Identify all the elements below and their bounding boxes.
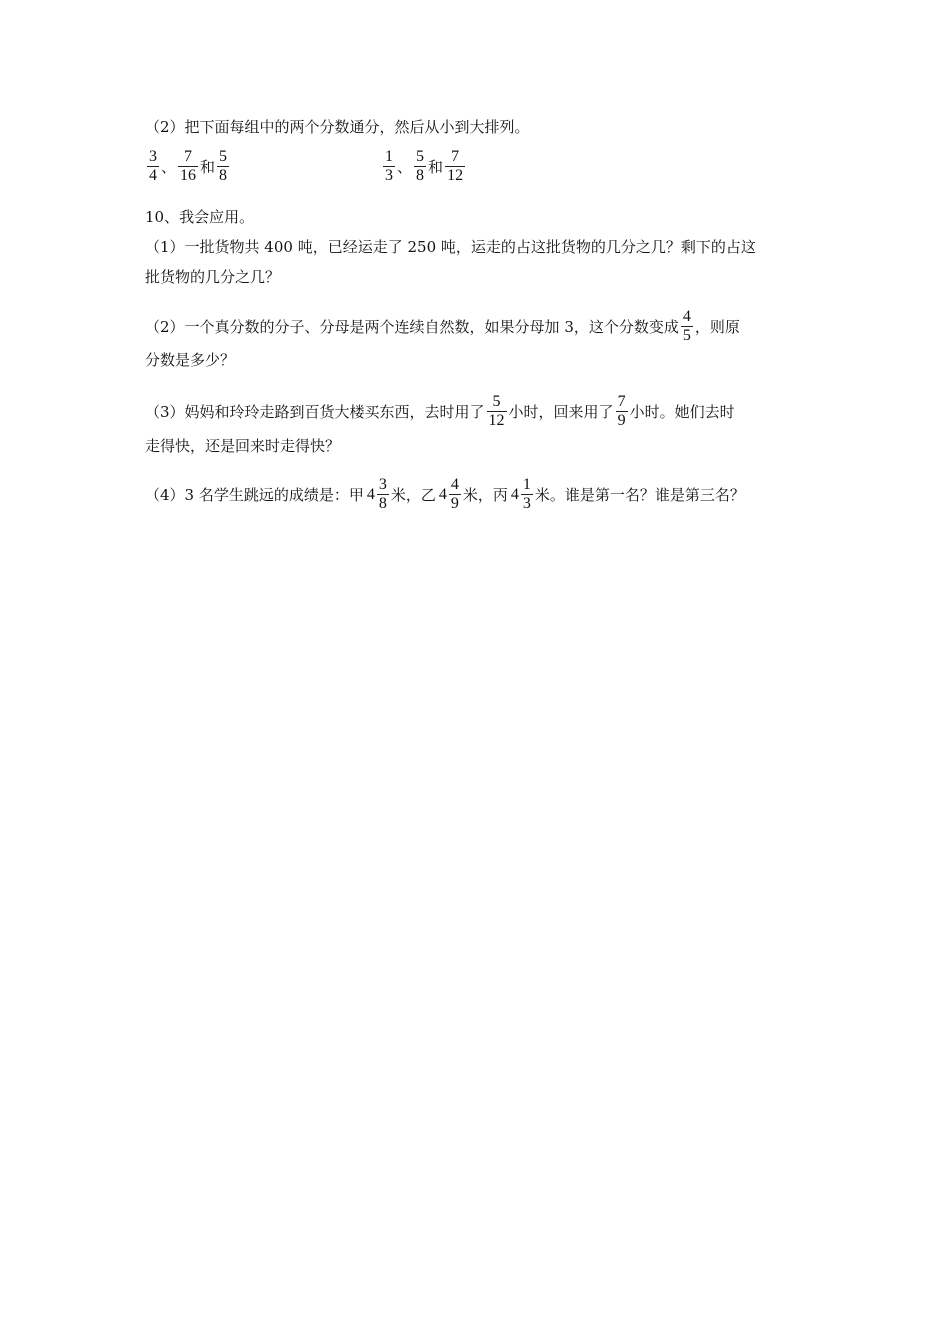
q10-part1-line2: 批货物的几分之几？ bbox=[145, 268, 281, 286]
fraction-3-4: $\frac{3}{4}$ bbox=[149, 148, 157, 184]
fraction-1-3: $\frac{1}{3}$ bbox=[385, 148, 394, 184]
q10-part2-line1: （2）一个真分数的分子、分母是两个连续自然数，如果分母加 3，这个分数变成 $\frac{4}{5}$ ，则原 bbox=[145, 308, 740, 344]
q10-part3-line2: 走得快，还是回来时走得快？ bbox=[145, 437, 341, 455]
and-word: 和 bbox=[428, 157, 444, 176]
mixed-number-whole: 4 bbox=[438, 485, 447, 503]
separator: 、 bbox=[397, 157, 413, 176]
fraction-7-12: $\frac{7}{12}$ bbox=[447, 148, 464, 184]
q9-part2-prompt: （2）把下面每组中的两个分数通分，然后从小到大排列。 bbox=[145, 118, 530, 136]
and-word: 和 bbox=[200, 157, 216, 176]
q10-part4-line: （4）3 名学生跳远的成绩是：甲 4 $\frac{3}{8}$ 米，乙 4 $\frac{4}{9}$ 米，丙 4 $\frac{1}{3}$ 米。谁是第一名？谁是第三名？ bbox=[145, 476, 745, 512]
q10-title: 10、我会应用。 bbox=[145, 208, 255, 226]
fraction-4-9: $\frac{4}{9}$ bbox=[450, 476, 459, 512]
q9-part2-fraction-groups bbox=[145, 148, 467, 185]
fraction-7-16: $\frac{7}{16}$ bbox=[180, 148, 197, 184]
fraction-5-12: $\frac{5}{12}$ bbox=[488, 393, 505, 429]
mixed-number-whole: 4 bbox=[510, 485, 519, 503]
q10-part2-line2: 分数是多少？ bbox=[145, 351, 236, 369]
fraction-3-8: $\frac{3}{8}$ bbox=[378, 476, 387, 512]
fraction-5-8: $\frac{5}{8}$ bbox=[219, 148, 228, 184]
fraction-7-9: $\frac{7}{9}$ bbox=[617, 393, 626, 429]
fraction-5-8: $\frac{5}{8}$ bbox=[416, 148, 425, 184]
q10-part3-line1: （3）妈妈和玲玲走路到百货大楼买东西，去时用了 $\frac{5}{12}$ 小时，回来用了 $\frac{7}{9}$ 小时。她们去时 bbox=[145, 393, 735, 429]
fraction-4-5: $\frac{4}{5}$ bbox=[682, 308, 691, 344]
separator: 、 bbox=[161, 157, 177, 176]
mixed-number-whole: 4 bbox=[366, 485, 375, 503]
q10-part1-line1: （1）一批货物共 400 吨，已经运走了 250 吨，运走的占这批货物的几分之几？剩下的占这 bbox=[145, 238, 756, 256]
fraction-1-3: $\frac{1}{3}$ bbox=[522, 476, 531, 512]
